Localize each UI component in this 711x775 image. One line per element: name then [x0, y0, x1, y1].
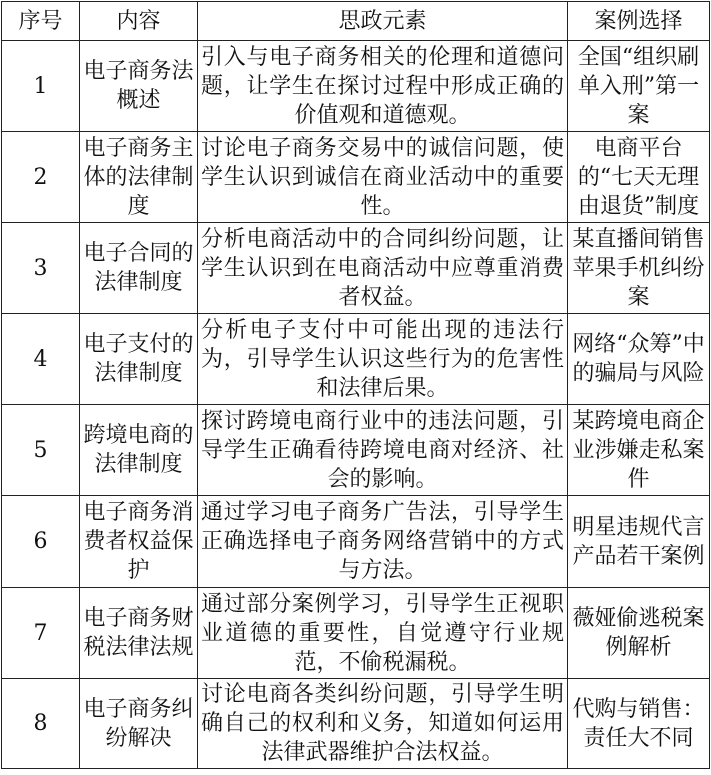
row-content: 电子商务纠纷解决: [80, 679, 198, 769]
row-number: 1: [2, 41, 80, 132]
row-content: 电子商务主体的法律制度: [80, 132, 198, 223]
row-content: 电子支付的法律制度: [80, 314, 198, 405]
row-ideology-element: 讨论电子商务交易中的诚信问题，使学生认识到诚信在商业活动中的重要性。: [198, 132, 568, 223]
row-case: 网络“众筹”中的骗局与风险: [568, 314, 710, 405]
table-row: [2, 314, 710, 405]
row-number: 8: [2, 679, 80, 769]
row-content: 电子商务法概述: [80, 41, 198, 132]
row-case: 电商平台的“七天无理由退货”制度: [568, 132, 710, 223]
row-ideology-element: 分析电子支付中可能出现的违法行为，引导学生认识这些行为的危害性和法律后果。: [198, 314, 568, 405]
row-case: 明星违规代言产品若干案例: [568, 496, 710, 588]
row-ideology-element: 分析电商活动中的合同纠纷问题，让学生认识到在电商活动中应尊重消费者权益。: [198, 223, 568, 314]
header-content: 内容: [80, 2, 198, 41]
row-case: 代购与销售：责任大不同: [568, 679, 710, 769]
header-number: 序号: [2, 2, 80, 41]
table-row: [2, 496, 710, 588]
row-ideology-element: 通过学习电子商务广告法，引导学生正确选择电子商务网络营销中的方式与方法。: [198, 496, 568, 588]
row-case: 全国“组织刷单入刑”第一案: [568, 41, 710, 132]
header-ideology-element: 思政元素: [198, 2, 568, 41]
row-content: 电子商务消费者权益保护: [80, 496, 198, 588]
table-row: [2, 223, 710, 314]
table-row: [2, 588, 710, 679]
course-ideology-table: [1, 1, 710, 769]
row-case: 某跨境电商企业涉嫌走私案件: [568, 405, 710, 496]
row-ideology-element: 探讨跨境电商行业中的违法问题，引导学生正确看待跨境电商对经济、社会的影响。: [198, 405, 568, 496]
row-number: 5: [2, 405, 80, 496]
row-content: 跨境电商的法律制度: [80, 405, 198, 496]
row-number: 6: [2, 496, 80, 588]
row-number: 7: [2, 588, 80, 679]
row-content: 电子合同的法律制度: [80, 223, 198, 314]
row-case: 某直播间销售苹果手机纠纷案: [568, 223, 710, 314]
row-ideology-element: 引入与电子商务相关的伦理和道德问题，让学生在探讨过程中形成正确的价值观和道德观。: [198, 41, 568, 132]
row-ideology-element: 讨论电商各类纠纷问题，引导学生明确自己的权利和义务，知道如何运用法律武器维护合法权益。: [198, 679, 568, 769]
header-row: [2, 2, 710, 41]
table-row: [2, 41, 710, 132]
row-ideology-element: 通过部分案例学习，引导学生正视职业道德的重要性，自觉遵守行业规范，不偷税漏税。: [198, 588, 568, 679]
table-row: [2, 405, 710, 496]
header-case-selection: 案例选择: [568, 2, 710, 41]
row-number: 2: [2, 132, 80, 223]
row-number: 4: [2, 314, 80, 405]
row-number: 3: [2, 223, 80, 314]
row-case: 薇娅偷逃税案例解析: [568, 588, 710, 679]
row-content: 电子商务财税法律法规: [80, 588, 198, 679]
table-row: [2, 132, 710, 223]
table-row: [2, 679, 710, 769]
